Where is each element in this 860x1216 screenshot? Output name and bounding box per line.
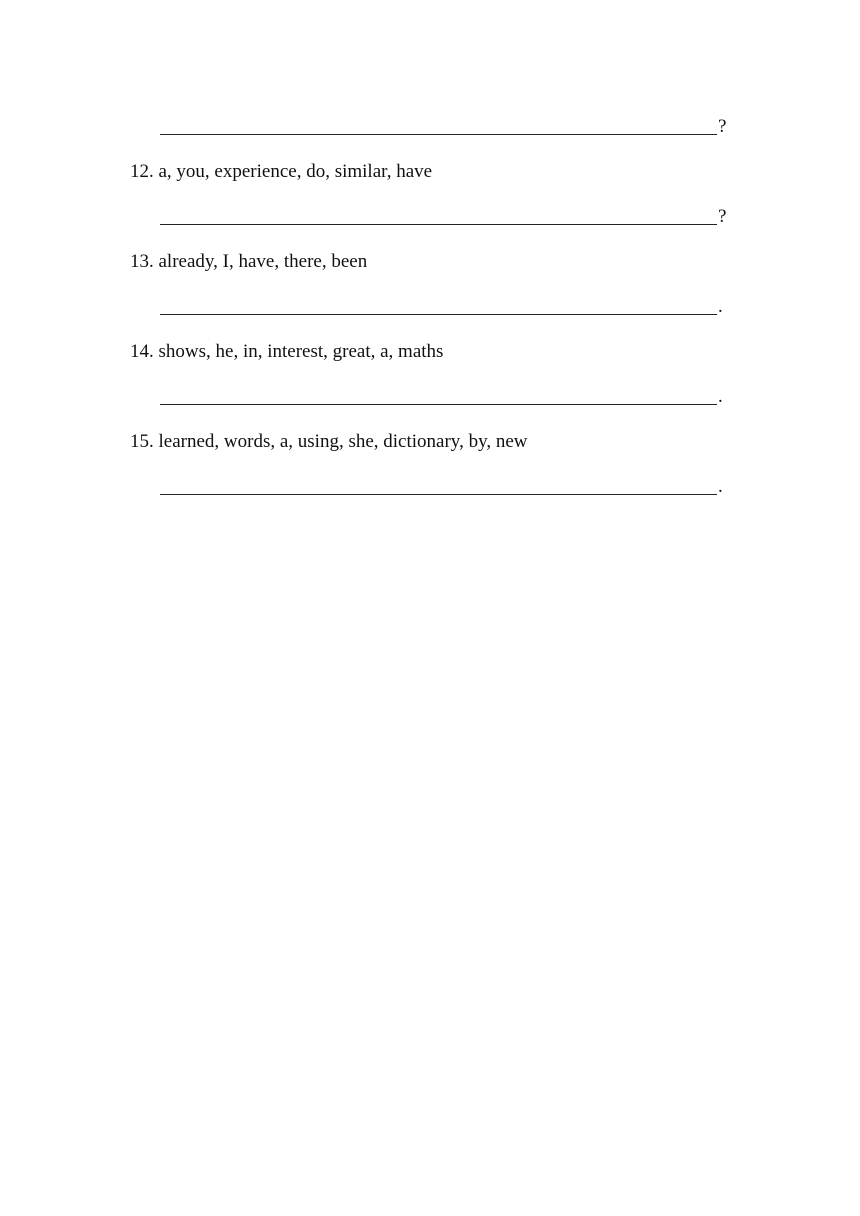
question-number: 14. (130, 341, 159, 362)
question-13 (130, 250, 367, 274)
question-14 (130, 340, 443, 364)
end-punctuation: . (718, 386, 723, 407)
answer-line-14[interactable] (160, 385, 740, 409)
answer-blank[interactable] (160, 224, 717, 225)
answer-line-15[interactable] (160, 475, 740, 499)
end-punctuation: . (718, 296, 723, 317)
end-punctuation: ? (718, 116, 727, 137)
question-words: already, I, have, there, been (158, 251, 368, 272)
answer-blank[interactable] (160, 494, 717, 495)
answer-line-13[interactable] (160, 295, 740, 319)
question-15 (130, 430, 528, 454)
question-number: 13. (130, 251, 159, 272)
answer-blank[interactable] (160, 314, 717, 315)
question-12 (130, 160, 432, 184)
question-words: a, you, experience, do, similar, have (158, 161, 433, 182)
end-punctuation: ? (718, 206, 727, 227)
question-words: learned, words, a, using, she, dictionary, by, new (158, 431, 528, 452)
end-punctuation: . (718, 476, 723, 497)
question-number: 15. (130, 431, 159, 452)
answer-line-11[interactable] (160, 115, 740, 139)
answer-blank[interactable] (160, 404, 717, 405)
question-number: 12. (130, 161, 159, 182)
answer-blank[interactable] (160, 134, 717, 135)
question-words: shows, he, in, interest, great, a, maths (158, 341, 444, 362)
answer-line-12[interactable] (160, 205, 740, 229)
